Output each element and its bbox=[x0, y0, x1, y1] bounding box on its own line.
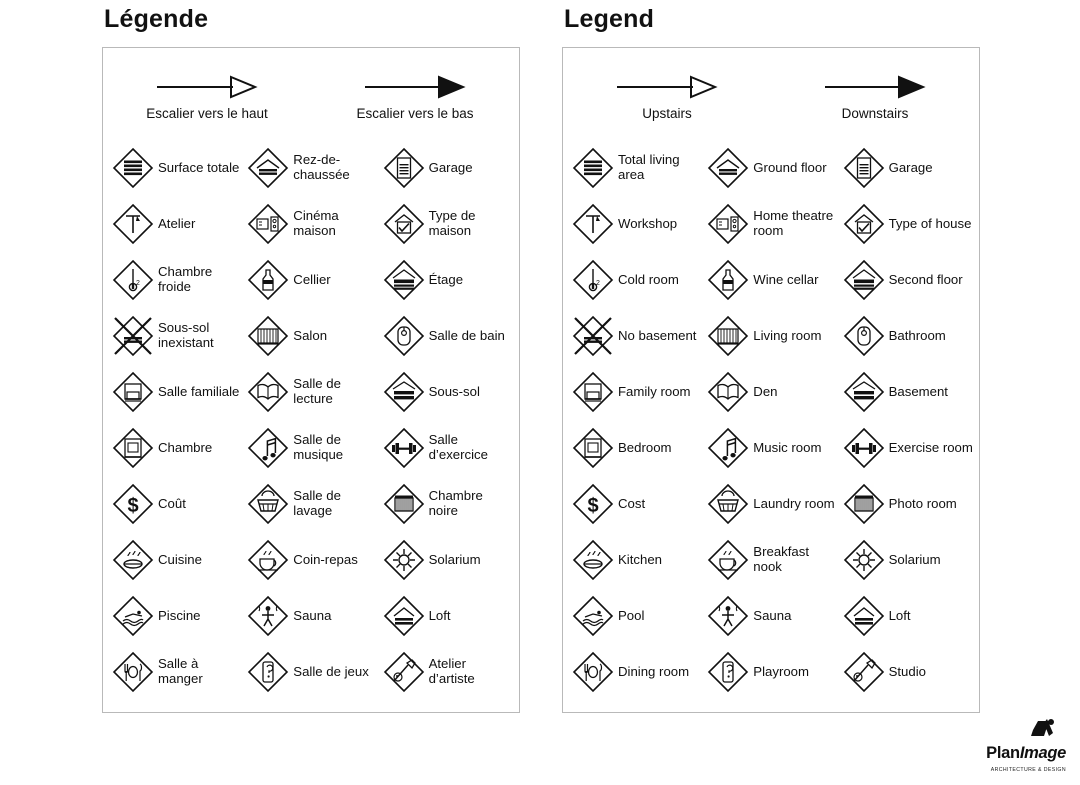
legend-item bbox=[109, 420, 244, 476]
living-room-icon bbox=[706, 314, 750, 358]
arrow-solid-right-icon bbox=[363, 70, 467, 104]
legend-item bbox=[840, 588, 975, 644]
family-room-icon bbox=[571, 370, 615, 414]
wine-cellar-icon bbox=[246, 258, 290, 302]
svg-text:2: 2 bbox=[596, 280, 600, 287]
legend-item bbox=[569, 476, 704, 532]
laundry-room-icon bbox=[706, 482, 750, 526]
stairs-down-label-french: Escalier vers le bas bbox=[356, 106, 474, 121]
garage-icon bbox=[842, 146, 886, 190]
legend-item-label: Workshop bbox=[618, 215, 678, 231]
legend-item bbox=[704, 532, 839, 588]
no-basement-icon bbox=[111, 314, 155, 358]
legend-item bbox=[109, 644, 244, 700]
legend-item-label: Laundry room bbox=[753, 495, 835, 511]
total-living-area-icon bbox=[111, 146, 155, 190]
legend-item-label: Bathroom bbox=[888, 327, 946, 343]
legend-item-label: Bedroom bbox=[618, 439, 672, 455]
legend-item bbox=[704, 588, 839, 644]
photo-room-icon bbox=[842, 482, 886, 526]
legend-item bbox=[569, 644, 704, 700]
legend-item bbox=[840, 364, 975, 420]
stairs-up-label-french: Escalier vers le haut bbox=[146, 106, 268, 121]
cost-icon bbox=[571, 482, 615, 526]
legend-item bbox=[840, 644, 975, 700]
legend-item-label: Sauna bbox=[753, 607, 792, 623]
stairs-down-label-english: Downstairs bbox=[841, 106, 909, 121]
pool-icon bbox=[111, 594, 155, 638]
legend-item-label: Kitchen bbox=[618, 551, 662, 567]
legend-item-label: Studio bbox=[888, 663, 926, 679]
den-icon bbox=[246, 370, 290, 414]
playroom-icon bbox=[706, 650, 750, 694]
total-living-area-icon bbox=[571, 146, 615, 190]
legend-item bbox=[569, 364, 704, 420]
legend-item-label: Piscine bbox=[158, 607, 201, 623]
legend-item bbox=[244, 644, 379, 700]
legend-item bbox=[840, 532, 975, 588]
stairs-down-entry-french bbox=[311, 70, 519, 121]
legend-item-label: Chambre bbox=[158, 439, 213, 455]
legend-item-label: Salle de lavage bbox=[293, 488, 341, 518]
legend-item bbox=[569, 252, 704, 308]
basement-icon bbox=[842, 370, 886, 414]
legend-item bbox=[244, 140, 379, 196]
legend-item-label: Chambre froide bbox=[158, 264, 213, 294]
legend-item-label: Ground floor bbox=[753, 159, 827, 175]
legend-item bbox=[704, 140, 839, 196]
legend-item-label: Salle familiale bbox=[158, 383, 240, 399]
legend-item bbox=[244, 364, 379, 420]
legend-item-label: Salle de lecture bbox=[293, 376, 341, 406]
stairs-up-entry-english bbox=[563, 70, 771, 121]
svg-text:$: $ bbox=[127, 495, 139, 517]
exercise-room-icon bbox=[842, 426, 886, 470]
legend-grid-french bbox=[109, 140, 515, 700]
legend-item-label: Living room bbox=[753, 327, 822, 343]
kitchen-icon bbox=[111, 538, 155, 582]
svg-text:2: 2 bbox=[136, 280, 140, 287]
legend-item bbox=[244, 196, 379, 252]
legend-item-label: Sous-sol inexistant bbox=[158, 320, 214, 350]
legend-item bbox=[244, 476, 379, 532]
loft-icon bbox=[842, 594, 886, 638]
stairs-row-english bbox=[563, 70, 979, 121]
legend-item-label: Étage bbox=[428, 271, 464, 287]
legend-item bbox=[840, 308, 975, 364]
legend-item-label: Salle à manger bbox=[158, 656, 203, 686]
legend-item bbox=[109, 252, 244, 308]
breakfast-nook-icon bbox=[706, 538, 750, 582]
stairs-up-label-english: Upstairs bbox=[642, 106, 692, 121]
garage-icon bbox=[382, 146, 426, 190]
arrow-outline-right-icon bbox=[155, 70, 259, 104]
legend-item bbox=[704, 476, 839, 532]
second-floor-icon bbox=[842, 258, 886, 302]
music-room-icon bbox=[706, 426, 750, 470]
legend-item bbox=[840, 420, 975, 476]
legend-item-label: No basement bbox=[618, 327, 697, 343]
legend-item bbox=[840, 252, 975, 308]
legend-item-label: Home theatre room bbox=[753, 208, 834, 238]
legend-item-label: Cellier bbox=[293, 271, 331, 287]
legend-item-label: Cinéma maison bbox=[293, 208, 339, 238]
legend-item bbox=[380, 196, 515, 252]
logo-wordmark bbox=[986, 744, 1066, 763]
legend-item-label: Total living area bbox=[618, 152, 680, 182]
wine-cellar-icon bbox=[706, 258, 750, 302]
cold-room-icon bbox=[571, 258, 615, 302]
legend-item-label: Type de maison bbox=[428, 208, 476, 238]
legend-item bbox=[380, 420, 515, 476]
legend-item-label: Breakfast nook bbox=[753, 544, 810, 574]
sauna-icon bbox=[706, 594, 750, 638]
legend-item-label: Playroom bbox=[753, 663, 809, 679]
legend-item-label: Loft bbox=[888, 607, 911, 623]
type-of-house-icon bbox=[842, 202, 886, 246]
legend-item-label: Salle d’exercice bbox=[428, 432, 488, 462]
legend-item bbox=[569, 532, 704, 588]
legend-item bbox=[244, 532, 379, 588]
music-room-icon bbox=[246, 426, 290, 470]
legend-item-label: Cold room bbox=[618, 271, 679, 287]
legend-item-label: Coût bbox=[158, 495, 186, 511]
legend-item bbox=[569, 196, 704, 252]
dining-room-icon bbox=[111, 650, 155, 694]
legend-item-label: Wine cellar bbox=[753, 271, 819, 287]
basement-icon bbox=[382, 370, 426, 414]
dining-room-icon bbox=[571, 650, 615, 694]
legend-item-label: Basement bbox=[888, 383, 948, 399]
legend-item bbox=[840, 476, 975, 532]
legend-item-label: Cost bbox=[618, 495, 646, 511]
loft-icon bbox=[382, 594, 426, 638]
legend-item-label: Coin-repas bbox=[293, 551, 358, 567]
legend-item bbox=[380, 364, 515, 420]
legend-item bbox=[704, 420, 839, 476]
legend-item bbox=[569, 420, 704, 476]
family-room-icon bbox=[111, 370, 155, 414]
legend-item bbox=[244, 420, 379, 476]
second-floor-icon bbox=[382, 258, 426, 302]
legend-item bbox=[569, 588, 704, 644]
stairs-down-entry-english bbox=[771, 70, 979, 121]
legend-item bbox=[704, 308, 839, 364]
legend-item-label: Den bbox=[753, 383, 778, 399]
legend-item bbox=[704, 196, 839, 252]
legend-item bbox=[840, 140, 975, 196]
legend-item bbox=[840, 196, 975, 252]
legend-item bbox=[244, 252, 379, 308]
legend-item-label: Family room bbox=[618, 383, 691, 399]
legend-item bbox=[704, 644, 839, 700]
stairs-up-entry-french bbox=[103, 70, 311, 121]
stairs-row-french bbox=[103, 70, 519, 121]
legend-item-label: Sauna bbox=[293, 607, 332, 623]
legend-item bbox=[244, 588, 379, 644]
legend-item bbox=[380, 532, 515, 588]
workshop-icon bbox=[111, 202, 155, 246]
laundry-room-icon bbox=[246, 482, 290, 526]
living-room-icon bbox=[246, 314, 290, 358]
legend-item bbox=[569, 308, 704, 364]
legend-item bbox=[109, 196, 244, 252]
legend-item-label: Salle de bain bbox=[428, 327, 505, 343]
legend-box-english bbox=[562, 47, 980, 713]
pool-icon bbox=[571, 594, 615, 638]
legend-panel-french bbox=[60, 0, 540, 785]
arrow-solid-right-icon bbox=[823, 70, 927, 104]
exercise-room-icon bbox=[382, 426, 426, 470]
workshop-icon bbox=[571, 202, 615, 246]
legend-item-label: Solarium bbox=[888, 551, 941, 567]
den-icon bbox=[706, 370, 750, 414]
legend-panel-english bbox=[520, 0, 1000, 785]
cold-room-icon bbox=[111, 258, 155, 302]
legend-item-label: Exercise room bbox=[888, 439, 973, 455]
solarium-icon bbox=[842, 538, 886, 582]
page-title-english: Legend bbox=[564, 5, 655, 33]
legend-item bbox=[109, 140, 244, 196]
bedroom-icon bbox=[571, 426, 615, 470]
home-theatre-icon bbox=[246, 202, 290, 246]
legend-item-label: Cuisine bbox=[158, 551, 202, 567]
legend-item-label: Atelier d’artiste bbox=[428, 656, 475, 686]
legend-item-label: Garage bbox=[888, 159, 933, 175]
legend-item-label: Solarium bbox=[428, 551, 481, 567]
legend-item bbox=[109, 364, 244, 420]
legend-item bbox=[704, 364, 839, 420]
legend-item-label: Dining room bbox=[618, 663, 690, 679]
ground-floor-icon bbox=[706, 146, 750, 190]
sauna-icon bbox=[246, 594, 290, 638]
legend-item bbox=[380, 588, 515, 644]
logo-name-part1: Plan bbox=[986, 744, 1020, 762]
legend-item bbox=[380, 308, 515, 364]
kitchen-icon bbox=[571, 538, 615, 582]
legend-item-label: Sous-sol bbox=[428, 383, 480, 399]
legend-item-label: Salle de jeux bbox=[293, 663, 369, 679]
legend-item-label: Atelier bbox=[158, 215, 196, 231]
legend-item-label: Chambre noire bbox=[428, 488, 483, 518]
legend-box-french bbox=[102, 47, 520, 713]
studio-icon bbox=[382, 650, 426, 694]
legend-item-label: Pool bbox=[618, 607, 645, 623]
legend-item bbox=[380, 476, 515, 532]
no-basement-icon bbox=[571, 314, 615, 358]
home-theatre-icon bbox=[706, 202, 750, 246]
legend-item-label: Garage bbox=[428, 159, 473, 175]
legend-item-label: Rez-de-chaussée bbox=[293, 152, 350, 182]
legend-item-label: Music room bbox=[753, 439, 822, 455]
legend-item bbox=[109, 532, 244, 588]
legend-item-label: Type of house bbox=[888, 215, 972, 231]
logo-name-part2: Image bbox=[1019, 744, 1066, 762]
legend-item bbox=[380, 644, 515, 700]
legend-item bbox=[244, 308, 379, 364]
legend-item bbox=[109, 476, 244, 532]
legend-item bbox=[704, 252, 839, 308]
ground-floor-icon bbox=[246, 146, 290, 190]
breakfast-nook-icon bbox=[246, 538, 290, 582]
type-of-house-icon bbox=[382, 202, 426, 246]
photo-room-icon bbox=[382, 482, 426, 526]
legend-item-label: Salle de musique bbox=[293, 432, 344, 462]
planimage-logo bbox=[952, 719, 1070, 775]
legend-item-label: Surface totale bbox=[158, 159, 240, 175]
studio-icon bbox=[842, 650, 886, 694]
legend-item bbox=[109, 308, 244, 364]
legend-item bbox=[380, 252, 515, 308]
bathroom-icon bbox=[382, 314, 426, 358]
legend-grid-english bbox=[569, 140, 975, 700]
legend-item-label: Second floor bbox=[888, 271, 963, 287]
legend-item bbox=[109, 588, 244, 644]
legend-item-label: Salon bbox=[293, 327, 328, 343]
legend-item-label: Photo room bbox=[888, 495, 957, 511]
legend-item bbox=[569, 140, 704, 196]
arrow-outline-right-icon bbox=[615, 70, 719, 104]
page-title-french: Légende bbox=[104, 5, 209, 33]
cost-icon bbox=[111, 482, 155, 526]
svg-text:$: $ bbox=[587, 495, 599, 517]
solarium-icon bbox=[382, 538, 426, 582]
playroom-icon bbox=[246, 650, 290, 694]
legend-item-label: Loft bbox=[428, 607, 451, 623]
legend-item bbox=[380, 140, 515, 196]
bathroom-icon bbox=[842, 314, 886, 358]
bedroom-icon bbox=[111, 426, 155, 470]
logo-tagline: ARCHITECTURE & DESIGN bbox=[990, 767, 1066, 773]
